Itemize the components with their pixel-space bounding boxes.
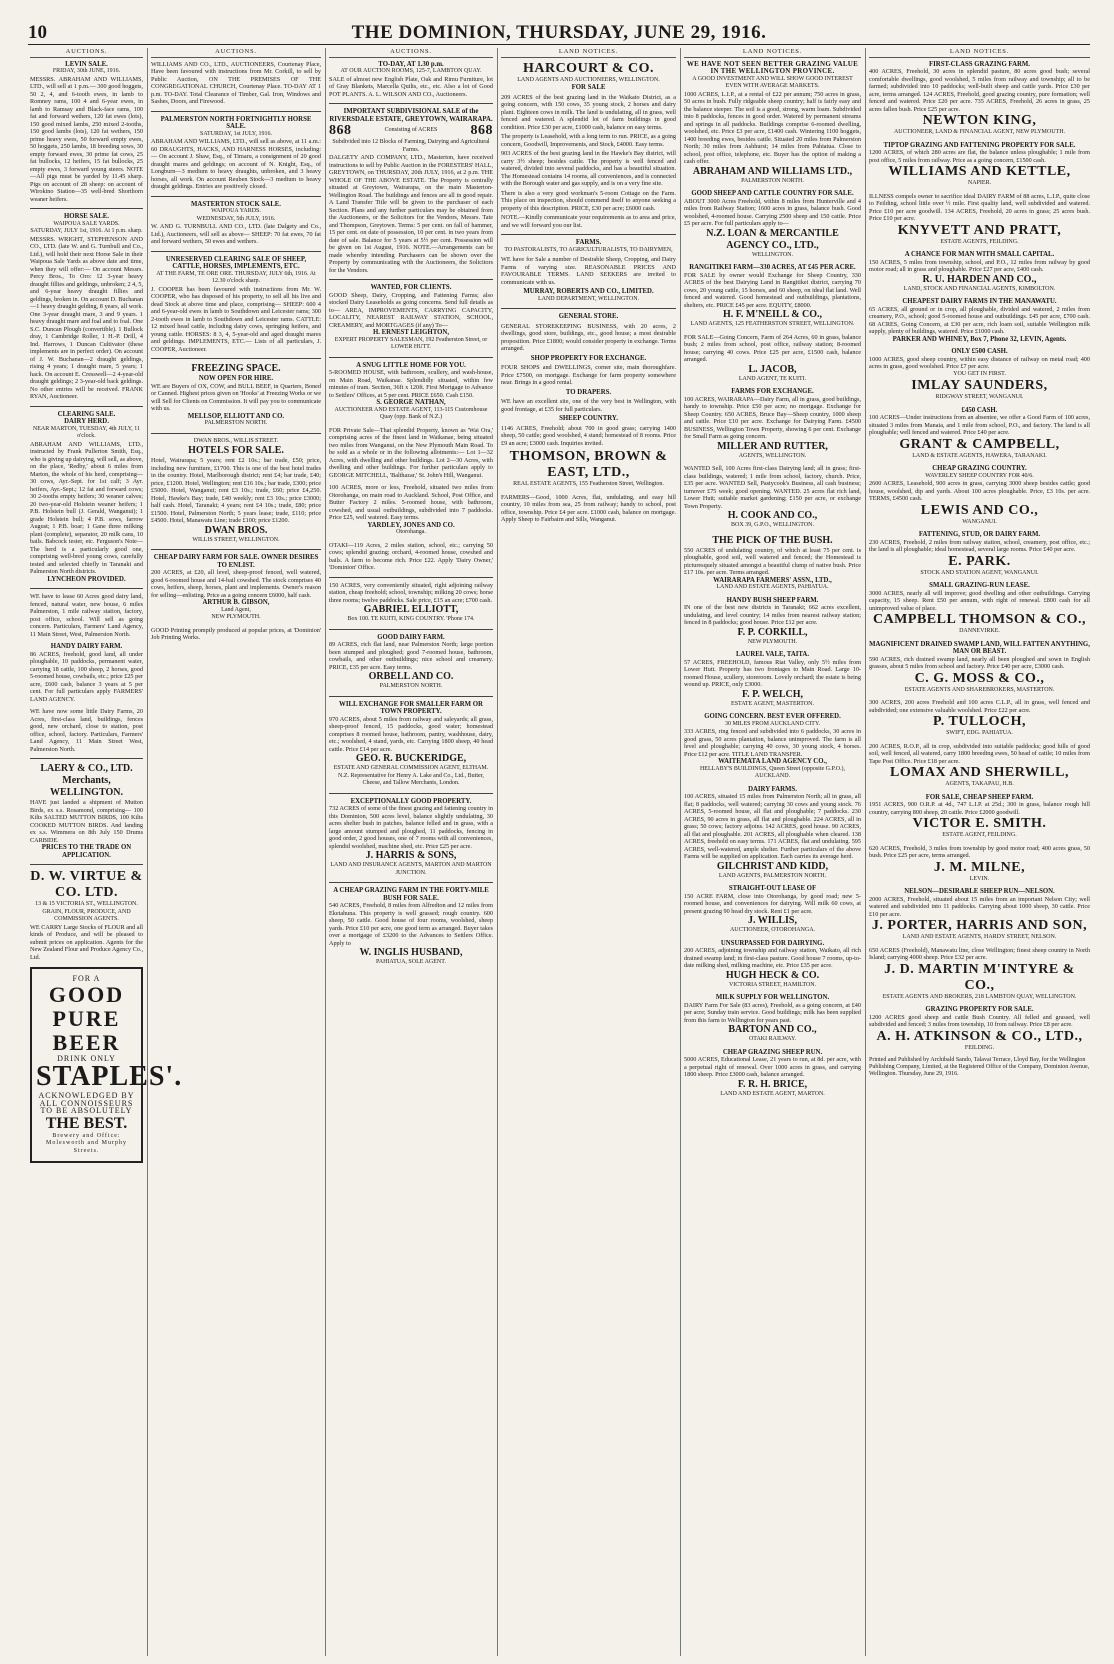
jacob-ad: FOR SALE—Going Concern, Farm of 264 Acres, 60 in grass, balance bush; 2 miles from school, post office, railway station; 8-roomed house; carrying 40 cows. Price £25 per acre, £1500 cash, balance arranged. L. JACOB, LAND AGENT, TE KUITI. [684, 333, 861, 382]
lease-ad: WE have to lease 60 Acres good dairy land, fenced, natural water, new house, 6 miles Palmerston, 1 mile railway station, factory, post office, school. Will sell as going concern. Particulars, Farmers' Land Agency, 11 Main Street, West, Palmerston North. [30, 593, 143, 638]
gilchrist-ad: DAIRY FARMS. 100 ACRES, situated 15 miles from Palmerston North; all in grass, all flat; 8 paddocks, well watered; carrying 30 cows and young stock. 76 ACRES, 5-roomed house, all flat and ploughable; 7 paddocks. 230 ACRES, 90 acres in grass, all flat and ploughable. 224 ACRES, all in grass; 50 cows; factory adjoins. 142 ACRES, good house. 90 ACRES, all flat and ploughable. 201 ACRES, all ploughable when cleared. 138 ACRES, freehold on easy terms. 171 ACRES, flat and undulating. 595 ACRES, well-watered, ample shelter. Further particulars of the above Farms will be supplied on application. Each carries its average herd. GILCHRIST AND KIDD, LAND AGENTS, PALMERSTON NORTH. [684, 785, 861, 879]
printer-imprint: Printed and Published by Archibald Sando, Talavai Terrace, Lloyd Bay, for the Wellington Publishing Company, Limited, at the Registered Office of the Company, Dominion Avenue, Wellington. Thursday, June 29, 1916. [869, 1057, 1090, 1078]
company-name: MURRAY, ROBERTS AND CO., LIMITED. [523, 288, 654, 295]
pick-of-bush-ad: THE PICK OF THE BUSH. 550 ACRES of undulating country, of which at least 75 per cent. is ploughable, good soil, well watered and fenced; the Homestead is picturesquely situated amongst a beautiful clump of native bush. Price £17 10s. per acre. Terms arranged. WAIRARAPA FARMERS' ASSN., LTD., LAND AND ESTATE AGENTS, PAHIATUA. [684, 534, 861, 590]
farmers-ad: FARMERS—Good, 1000 Acres, flat, undulating, and easy hill country, 10 miles from sea, 25 from railway; handy to school, post office, township. Price £4 per acre. £1000 cash, balance on mortgage. Apply Sheep to Fairbairn and Sills, Wanganui. [501, 493, 676, 523]
ad-body: MESSRS. ABRAHAM AND WILLIAMS, LTD., will sell at 1 p.m.— 300 good hoggets, 50 2, 4, and 6-tooth ewes, in lamb to Romney rams, 100 4 and 6-year ewes, in lamb to Ramsay and Black-face rams, 100 fat and forward wethers, 120 fat ewes (lots), 150 good mixed lambs, 250 mixed 2-tooths, 150 good lambs (lots), 120 fat wethers, 150 prime heavy ewes, 50 forward empty ewes, 50 hoggets, 250 lambs, 18 breeding sows, 30 empty forward ewes, 30 prime fat cows, 25 fat bullocks, 12 heifers, 15 fat bullocks, 25 empty ewes, 3 forward young steers. NOTE—All pigs must be yarded by 11.45 sharp. Pigs on account of 28 sheep: on account of Wirokino Station—35 well-bred Shorthorn weaner heifers. [30, 75, 143, 203]
palmerston-horse-sale-ad: PALMERSTON NORTH FORTNIGHTLY HORSE SALE. SATURDAY, 1st JULY, 1916. ABRAHAM AND WILLIAMS, LTD., will sell as above, at 11 a.m.: 60 DRAUGHTS, HACKS, AND HARNESS HORSES, including:— On account J. Shaw, Esq., of Timaru, a consignment of 20 good draught mares and geldings; on account of N. Knight, Esq., of Longburn—3 medium to heavy draughts, unbroken, and 3 heavy horses, all work. On account Reuben Stock—3 medium to heavy draught geldings. Entries are positively closed. [151, 115, 321, 190]
otorohanga-farm-ad: 100 ACRES, more or less, Freehold, situated two miles from Otorohanga, on main road to Auckland. School, Post Office, and Butter Factory 2 miles. 5-roomed house, with bathroom, cowshed, and usual outbuildings, subdivided into 7 paddocks. Price £25, well watered. Easy terms. YARDLEY, JONES AND CO. Otorohanga. [329, 484, 493, 535]
column-divider [680, 48, 681, 1656]
cheap-dairy-ad: CHEAP DAIRY FARM FOR SALE. OWNER DESIRES TO ENLIST. 200 ACRES, at £20, all level, sheep-proof fenced, well watered, good 6-roomed house and 14-bail cowshed. The stock comprises 40 cows, heifers, sheep, horses, plant and implements. Owner's reason for selling—enlisting. Price as a going concern £6000, half cash. ARTHUR B. GIBSON, Land Agent, NEW PLYMOUTH. [151, 554, 321, 620]
ad-subheading: WAIPOUA SALE YARDS. [53, 220, 120, 227]
barton-ad: MILK SUPPLY FOR WELLINGTON. DAIRY Farm For Sale (83 acres), Freehold, as a going concern, at £40 per acre; Sunday train service. Good buildings; milk has been supplied from this farm to Wellington for years past. BARTON AND CO., OTAKI RAILWAY. [684, 994, 861, 1042]
martin-mcintyre-ad: 650 ACRES (Freehold), Manawatu line, close Wellington; finest sheep country in North Island; carrying 4000 sheep. Price £32 per acre. J. D. MARTIN M'INTYRE & CO., ESTATE AGENTS AND BROKERS, 218 LAMBTON QUAY, WELLINGTON. [869, 946, 1090, 1000]
company-name: NEWTON KING, [922, 113, 1037, 128]
column-heading: LAND NOTICES. [501, 48, 676, 58]
column-4 [501, 48, 676, 1656]
column-heading: AUCTIONS. [30, 48, 143, 58]
column-3 [329, 48, 493, 1656]
willis-ad: STRAIGHT-OUT LEASE OF 150 ACRE FARM, close into Otorohanga, by good road; new 5-roomed house, and conveniences for dairying. Will milk 60 cows, at present grazing 90 head dry stock. Rent £1 per acre. J. WILLIS, AUCTIONEER, OTOROHANGA. [684, 885, 861, 933]
column-divider [497, 48, 498, 1656]
staples-beer-ad: FOR A GOOD PURE BEER DRINK ONLY STAPLES'. ACKNOWLEDGED BY ALL CONNOISSEURS TO BE ABSOLUTELY THE BEST. Brewery and Office: Molesworth and Murphy Streets. [30, 967, 143, 1163]
lomax-ad: 200 ACRES, R.O.P., all in crop, subdivided into suitable paddocks; good hills of good soil, well fenced, all watered, carry 1800 breeding ewes, 50 head of cattle; 10 miles from Tape Post Office. Price £18 per acre. LOMAX AND SHERWILL, AGENTS, TAKAPAU, H.B. [869, 742, 1090, 787]
ad-heading: LEVIN SALE. [65, 60, 108, 68]
ad-body: ABRAHAM AND WILLIAMS, LTD., instructed by Frank Pullerton Smith, Esq., who is giving up dairying, will sell, as above, on the place, 'Redby,' about 6 miles from Marton, the whole of his herd, comprising— 30 cows, Ayr.-Sept. for 1st calf; 3 Ayr. heifers, Ayr.-Sept.; 12 fat and forward cows; 30 2-tooths empty heifers; 30 weaner calves; 20 two-year-old Holstein weaner heifers; 1 P.B. Holstein bull (J. Gerald, Wanganui); 1 grade Holstein bull; 4 P.B. sows, farrow August; 1 P.B. boar; 1 Gane three milking plant (complete), separator, 20 milk cans, 10 bails. Babcock tester, etc. Ferguson's Note—The herd is a particularly good one, comprising well-bred young cows, carefully tested and selected chiefly in Taranaki and Palmerston North districts. [30, 440, 143, 575]
porter-harris-ad: NELSON—DESIRABLE SHEEP RUN—NELSON. 2000 ACRES, Freehold, situated about 15 miles from an important Nelson City; well watered and subdivided into 11 paddocks. Carrying about 1000 sheep, 30 cattle. Price £10 per acre. J. PORTER, HARRIS AND SON, LAND AND ESTATE AGENTS, HARDY STREET, NELSON. [869, 888, 1090, 940]
printing-ad: GOOD Printing promptly produced at popular prices, at 'Dominion' Job Printing Works. [151, 626, 321, 641]
harris-ad: EXCEPTIONALLY GOOD PROPERTY. 732 ACRES of some of the finest grazing and fattening country in this Dominion, 500 acres level, balance slightly undulating, 30 acres shelter bush in patches, balance felled and in grass, with a large amount stumped and ploughed, 11 paddocks, fencing in good order, 2 good houses, one of 7 rooms with all conveniences, splendid woolshed, machine shed, etc. Price £25 per acre. J. HARRIS & SONS, LAND AND INSURANCE AGENTS, MARTON AND MARTON JUNCTION. [329, 797, 493, 876]
dairy-farms-ad: WE have now some little Dairy Farms, 20 Acres, first-class land, buildings, fences good, new orchard, close to station, post office, school, factory. Particulars, Farmers' Land Agency, 11 Main Street West, Palmerston North. [30, 708, 143, 753]
freezing-space-ad: FREEZING SPACE. NOW OPEN FOR HIRE. WE are Buyers of OX, COW, and BULL BEEF, in Quarters, Boned or Canned. Highest prices given on 'Hooks' at Freezing Works or we will Sell for Clients on Commission. It will pay you to communicate with us. MELLSOP, ELLIOTT AND CO. PALMERSTON NORTH. [151, 363, 321, 426]
imlay-saunders-ad: ONLY £500 CASH. 1000 ACRES, good sheep country, within easy distance of railway on metal road; 400 acres in grass, good woolshed. Price £7 per acre. YOU GET IN FIRST. IMLAY SAUNDERS, RIDGWAY STREET, WANGANUI. [869, 348, 1090, 400]
clearing-sale-ad [30, 411, 143, 584]
orbell-ad: GOOD DAIRY FARM. 89 ACRES, rich flat land, near Palmerston North; large portion been stumped and ploughed; good 7-roomed house, bathroom, cowbails, and other outbuildings; nice school and creamery. PRICE, £35 per acre. Easy terms. ORBELL AND CO. PALMERSTON NORTH. [329, 633, 493, 689]
column-divider [325, 48, 326, 1656]
parker-whiney-ad: CHEAPEST DAIRY FARMS IN THE MANAWATU. 65 ACRES, all ground or in crop, all ploughable, divided and watered, 2 miles from creamery, P.O., school; good 5-roomed house and outbuildings. £45 per acre, £700 cash. 68 ACRES, Going Concern, at £30 per acre, rich loam soil, suitable Wellington milk supply, plenty of buildings, watered. Price £1000 cash. PARKER AND WHINEY, Box 7, Phone 32, LEVIN, Agents. [869, 298, 1090, 343]
atkinson-ad: GRAZING PROPERTY FOR SALE. 1200 ACRES good sheep and cattle Bush Country. All felled and grassed, well subdivided and fenced; 3 miles from township, 10 from railway. Price £8 per acre. A. H. ATKINSON & CO., LTD., FEILDING. [869, 1006, 1090, 1051]
harcourt-ad: HARCOURT & CO. LAND AGENTS AND AUCTIONEERS, WELLINGTON. FOR SALE 209 ACRES of the best grazing land in the Waikato District, as a going concern, with 150 cows, 35 young stock, 2 horses and dairy plant. Eighteen cows in milk. The land is undulating, all in grass, well fenced and watered. A splendid lot of farm buildings in good condition. Price £30 per acre, £1000 cash, balance on easy terms. The property is Leasehold, with a long term to run. PRICE, as a going concern, Goodwill, Improvements, and Stock, £4000. Easy terms. 903 ACRES of the best grazing land in the Hawke's Bay district, will carry 3½ sheep; besides cattle. The property is well fenced and watered, divided into several paddocks, and has a beautiful situation. The Homestead contains 14 rooms, all conveniences, and is connected with the Borough water and gas supply, and is on a very fine site. There is also a very good workman's 5-room Cottage on the Farm. This place on inspection, should commend itself to anyone seeking a property of this description. PRICE, £30 per acre; £6000 cash. NOTE.—Kindly communicate your requirements as to area and price, and we will forward you our list. [501, 60, 676, 229]
ad-heading: HORSE SALE. [64, 213, 109, 220]
williams-timber-ad: WILLIAMS AND CO., LTD., AUCTIONEERS, Courtenay Place, Have been favoured with instructions from Mr. Corkill, to sell by Public Auction, ON THE PREMISES OF THE CONGREGATIONAL CHURCH, Courtenay Place. TO-DAY AT 1 p.m. TO-DAY. Total Clearance of Timber, Gal. Iron, Windows and Sashes, Doors, and Firewood. [151, 60, 321, 105]
elliott-ad: 150 ACRES, very conveniently situated, right adjoining railway station, cheap freehold; school, township; milking 20 cows; horse three rooms; twelve paddocks. Sale price, £15 an acre; £700 cash. GABRIEL ELLIOTT, Box 100. TE KUITI, KING COUNTRY. 'Phone 174. [329, 581, 493, 622]
williams-kettle-ad: TIPTOP GRAZING AND FATTENING PROPERTY FOR SALE. 1200 ACRES, of which 280 acres are flat, the balance unless ploughable; 1 mile from post office, 5 miles from railway. Price as a going concern, £1500 cash. WILLIAMS AND KETTLE, NAPIER. [869, 141, 1090, 186]
ad-body: MESSRS. WRIGHT, STEPHENSON AND CO., LTD. (late W. and G. Turnbull and Co., Ltd.), will hold their next Horse Sale in their Waipoua Sale Yards as above date and time, when they will offer:— On account Messrs. Percy Bros., To Oro: 12 3-year heavy draught fillies and geldings, unbroken; 2 4, 5, and 6-year heavy draught fillies and geldings, broken in. On account D. Buchanan—1 heavy draught gelding, 8 years, all work. One 3-year draught mare, 3 and 9 years. 1 heavy draught mare and foal and to foal. One S.C. Duncan Plough (convertible). 1 Bullock dray, 1 Cambridge Roller, 1 H.-P. Drill, 4 Ind. Harrows, 1 Duncan Cultivator (these implements are in perfect order). On account of J. W. Buchanan—2 draught geldings, rising 4 years; 1 draught mare, 5 years; 1 hack. On account E. Cresswell—2 4-year-old draught geldings; 2 3-year-old back geldings. No other entries will be received. FRANK RYAN, Auctioneer. [30, 235, 143, 400]
campbell-thomson-ad: SMALL GRAZING-RUN LEASE. 3000 ACRES, nearly all will improve; good dwelling and other outbuildings. Carrying capacity, 15 sheep. Rent £50 per annum, with right of renewal. £800 cash for all unimproved value of place. CAMPBELL THOMSON & CO., DANNEVIRKE. [869, 582, 1090, 634]
inglis-ad: A CHEAP GRAZING FARM IN THE FORTY-MILE BUSH FOR SALE. 540 ACRES, Freehold, 8 miles from Alfredton and 12 miles from Eketahuna. This property is well grassed; rough country. 600 sheep, 50 cattle. Good house of four rooms, woolshed, sheep yards. Price £10 per acre, one good term as arranged. Buyer takes over a mortgage of £3200 to the Advances to Settlers Office. Apply to W. INGLIS HUSBAND, PAHIATUA, SOLE AGENT. [329, 887, 493, 965]
welch-ad: LAUREL VALE, TAITA. 57 ACRES, FREEHOLD, famous Riat Valley, only 5½ miles from Lower Hutt. Property has two frontages to Main Road. Large 10-roomed House, scullery, storeroom. Lovely orchard; the estate is being wound up. PRICE, only £3000. F. P. WELCH, ESTATE AGENT, MASTERTON. [684, 651, 861, 707]
grant-campbell-ad: £450 CASH. 100 ACRES—Under instructions from an absentee, we offer a Good Farm of 100 acres, situated 3 miles from Manaia, and 1 mile from school, P.O., and factory. The land is all ploughable; well fenced and watered. Price £40 per acre. GRANT & CAMPBELL, LAND & ESTATE AGENTS, HAWERA, TARANAKI. [869, 406, 1090, 459]
unreserved-clearing-ad: UNRESERVED CLEARING SALE OF SHEEP, CATTLE, HORSES, IMPLEMENTS, ETC. AT THE FARM, TE ORE ORE. THURSDAY, JULY 6th, 1916. At 12.30 o'clock sharp. J. COOPER has been favoured with instructions from Mr. W. COOPER, who has disposed of his property, to sell all his live and dead Stock at above time and place, comprising— SHEEP: 600 4 and 6-year-old ewes in lamb to Southdown and Leicester rams; 300 2-tooth ewes in lamb to Southdown and Leicester rams. CATTLE: 12 mixed head cattle, including dairy cows, springing heifers, and young cattle. HORSES: 8 3, 4, 5-year-old and aged draught mares and geldings. IMPLEMENTS, ETC.— Lists of all particulars, J. COOPER, Auctioneer. [151, 255, 321, 353]
column-2 [151, 48, 321, 1656]
moss-ad: MAGNIFICENT DRAINED SWAMP LAND, WILL FATTEN ANYTHING, MAN OR BEAST. 590 ACRES, rich drained swamp land, nearly all been ploughed and sown in English grasses, about 5 miles from school and factory. Price £40 per acre, £3000 cash. C. G. MOSS & CO., ESTATE AGENTS AND SHAREBROKERS, MASTERTON. [869, 640, 1090, 693]
handy-dairy-ad: HANDY DAIRY FARM. 86 ACRES, freehold, good land, all under ploughable, 10 paddocks, permanent water, carrying 18 cattle, 100 sheep, 2 horses, good 5-roomed house, cowbails, etc.; price £25 per acre, £600 cash, balance 3 years at 5 per cent. For full particulars apply FARMERS' LAND AGENCY. [30, 643, 143, 703]
buckeridge-ad: WILL EXCHANGE FOR SMALLER FARM OR TOWN PROPERTY. 970 ACRES, about 5 miles from railway and saleyards; all grass, sheep-proof fenced, 15 paddocks, good water; homestead comprises 8 roomed house, bathroom, pantry, washhouse, dairy, etc.; woolshed, 4 stand, yards, etc. Carrying 1800 sheep, 40 head cattle. Price £14 per acre. GEO. R. BUCKERIDGE, ESTATE AND GENERAL COMMISSION AGENT, ELTHAM. N.Z. Representative for Henry A. Lake and Co., Ltd., Butter, Cheese, and Tallow Merchants, London. [329, 700, 493, 786]
newspaper-title: THE DOMINION, THURSDAY, JUNE 29, 1916. [351, 22, 767, 43]
company-name: MELLSOP, ELLIOTT AND CO. [187, 412, 285, 420]
laery-ad: LAERY & CO., LTD. Merchants, WELLINGTON. HAVE just landed a shipment of Mutton Birds, ex s.s. Rosamond, comprising— 100 Kilts SALTED MUTTON BIRDS, 100 Kilts COOKED MUTTON BIRDS. And landing ex s.s. Wimmera on 8th July 150 Drums CARBIDE. PRICES TO THE TRADE ON APPLICATION. [30, 763, 143, 859]
abraham-grazing-ad: WE HAVE NOT SEEN BETTER GRAZING VALUE IN THE WELLINGTON PROVINCE. A GOOD INVESTMENT AND WILL SHOW GOOD INTEREST EVEN WITH AVERAGE MARKETS. 1000 ACRES, L.I.P., at a rental of £22 per annum; 750 acres in grass, 50 acres in bush. Fully ridgeable sheep country; half is fairly easy and the balance steeper. The soil is a good, strong, warm loam. Subdivided into 8 paddocks, fences in good order. Watered by permanent streams and springs in all paddocks. Buildings comprise 6-roomed dwelling, woolshed, etc. Price £3 per acre, £1400 cash. Wintering 1100 hoggets, 1400 breeding ewes, besides cattle. Situated 20 miles from Palmerston North; 30 miles from Ashhurst; 14 miles from Pahiatua. Close to school, post office, telephone, etc. Buyer has the option of making a cash offer. ABRAHAM AND WILLIAMS LTD., PALMERSTON NORTH. [684, 59, 862, 184]
masterton-stock-sale-ad: MASTERTON STOCK SALE. WAIPOUA YARDS. WEDNESDAY, 5th JULY, 1916. W. AND G. TURNBULL AND CO., LTD. (late Dalgety and Co., Ltd.), Auctioneers, will sell as above— SHEEP: 70 fat ewes, 70 fat and forward wethers, 50 ewes and wethers. [151, 200, 321, 245]
ad-date: SATURDAY, JULY 1st, 1916. At 1 p.m. sharp. [30, 228, 143, 234]
company-name: H. ERNEST LEIGHTON, [372, 329, 450, 336]
ad-subheading: DAIRY HERD. [64, 418, 109, 425]
snug-home-ad: A SNUG LITTLE HOME FOR YOU. 5-ROOMED HOUSE, with bathroom, scullery, and wash-house, on Main Road, Waikanae. Splendidly situated, within few minutes of tram. Section, 36ft x 120ft. First Mortgage to Advance to Settlers' Offices, at 5 per cent. PRICE £650. Cash £150. S. GEORGE NATHAN, AUCTIONEER AND ESTATE AGENT, 113-115 Customhouse Quay (opp. Bank of N.Z.) [329, 361, 493, 420]
column-heading: LAND NOTICES. [684, 48, 861, 58]
corkill-ad: HANDY BUSH SHEEP FARM. IN one of the best new districts in Taranaki; 662 acres excellent, undulating, and level country; 14 miles from nearest railway station; fenced in 8 paddocks; good house. Price £12 per acre. F. P. CORKILL, NEW PLYMOUTH. [684, 596, 861, 645]
company-name: THOMSON, BROWN & EAST, LTD., [509, 449, 668, 480]
beer-brand: STAPLES'. [36, 1061, 183, 1092]
private-sale-ad: FOR Private Sale—That splendid Property, known as 'Wai Ora,' comprising acres of the finest land in Waikanae, being situated two miles from Wanganui, on the New Plymouth Main Road. To be sold as a whole or in the following allotments:— Lot 1—32 Acres, with dwelling and other buildings. Lot 2—30 Acres, with dwelling and other buildings. For further particulars apply to GEORGE MITCHELL, 'Balthazar,' St. John's Hill, Wanganui. [329, 426, 493, 479]
nz-loan-ad: GOOD SHEEP AND CATTLE COUNTRY FOR SALE. ABOUT 3000 Acres Freehold, within 8 miles from Hunterville and 4 miles from Railway Station; 1600 acres in grass, balance bush. Good woolshed, 4-roomed house. Carrying 2500 sheep and 150 cattle. Price £5 per acre. For full particulars apply to— N.Z. LOAN & MERCANTILE AGENCY CO., LTD., WELLINGTON. [684, 190, 861, 258]
park-ad: FATTENING, STUD, OR DAIRY FARM. 230 ACRES, Freehold, 2 miles from railway station, school, creamery, post office, etc.; the land is all ploughable; ideal homestead, several large rooms. Price £40 per acre. E. PARK. STOCK AND STATION AGENT, WANGANUI. [869, 531, 1090, 576]
masthead-rule [28, 44, 1090, 45]
harden-ad: A CHANCE FOR MAN WITH SMALL CAPITAL. 150 ACRES, 5 miles from township, school, and P.O., 12 miles from railway by good motor road; all in grass and ploughable. Price £27 per acre, £400 cash. R. U. HARDEN AND CO., LAND, STOCK AND FINANCIAL AGENTS, KIMBOLTON. [869, 251, 1090, 292]
riversdale-estate-ad: IMPORTANT SUBDIVISIONAL SALE of the RIVERSDALE ESTATE, GREYTOWN, WAIRARAPA. 868 Consisting of ACRES 868 Subdivided into 12 Blocks of Farming, Dairying and Agricultural Farms. DALGETY AND COMPANY, LTD., Masterton, have received instructions to sell by Public Auction in the FORESTERS' HALL, GREYTOWN, on THURSDAY, 20th JULY, 1916, at 2 p.m. THE WHOLE OF THE ABOVE ESTATE. The Property is centrally situated at Greytown, Wairarapa, on the main Masterton-Wellington Road. The buildings and fences are all in good repair. A Land Transfer Title will be given to the purchaser of each Section. Plans and any further particulars may be obtained from the Auctioneers, or the Solicitors for the Vendors, Messrs. Tate and Thompson, Greytown. Terms: 5 per cent. on fall of hammer, 15 per cent. on date of possession, 10 per cent. in two years from date of sale. Balance for 5 years at 5½ per cent. Possession will be given on 1st August, 1916. NOTE.—Arrangements can be made whereby intending Purchasers can be shown over the Property by communicating with the Auctioneers, the Solicitors for the Vendors. [329, 108, 494, 274]
mcneill-ad: RANGITIKEI FARM—330 ACRES, AT £45 PER ACRE. FOR SALE by owner would Exchange for Sheep Country, 330 ACRES of the best Dairying Land in Rangitikei district, carrying 70 cows, 20 young cattle, 15 horses, and 60 sheep, on ideal flat land. Well fenced and watered. Good homestead and outbuildings, plantations, shelters, etc. PRICE £45 per acre. EQUITY, £8000. H. F. M'NEILL & CO., LAND AGENTS, 125 FEATHERSTON STREET, WELLINGTON. [684, 264, 861, 327]
heck-ad: UNSURPASSED FOR DAIRYING. 200 ACRES, adjoining township and railway station, Waikato, all rich drained swamp land; in first-class pasture. Good house 7 rooms, up-to-date milking shed, milking machine, etc. Price £35 per acre. HUGH HECK & CO. VICTORIA STREET, HAMILTON. [684, 939, 861, 988]
ad-date: FRIDAY, 30th JUNE, 1916. [52, 68, 121, 74]
column-divider [147, 48, 148, 1656]
otaki-farm-ad: OTAKI—119 Acres, 2 miles station, school, etc.; carrying 50 cows; splendid grazing; orchard, 4-roomed house, cowshed and bails. A farm to become rich. Price £22. Apply 'Dairy Owner,' 'Dominion' Office. [329, 541, 493, 571]
smith-ad: FOR SALE, CHEAP SHEEP FARM. 1951 ACRES, 900 O.R.P. at 4d., 747 L.I.P. at 25d.; 300 in grass, balance rough hill country, carrying 800 sheep, 20 cattle. Price £2000 goodwill. VICTOR E. SMITH. ESTATE AGENT, FEILDING. [869, 793, 1090, 838]
horse-sale-ad [30, 213, 143, 401]
virtue-ad: D. W. VIRTUE & CO. LTD. 13 & 15 VICTORIA ST., WELLINGTON. GRAIN, FLOUR, PRODUCE, AND COMMISSION AGENTS. WE CARRY Large Stocks of FLOUR and all kinds of Produce, and will be pleased to submit prices on application. Agents for the New Zealand Flour and Produce Agency Co., Ltd. [30, 869, 143, 961]
cook-ad: WANTED Sell, 100 Acres first-class Dairying land; all in grass; first-class buildings, watered; 1 mile from school, factory, church. Price, £35 per acre. WANTED Sell, Pastycook's Business, all cash business; turnover £75 week; good opening. WANTED. 25 acres flat rich land, Lower Hutt; suitable market gardening; £150 per acre, or exchange Town Property. H. COOK AND CO., BOX 39, G.P.O., WELLINGTON. [684, 465, 862, 528]
company-name: ABRAHAM AND WILLIAMS LTD., [692, 165, 853, 177]
furniture-sale-ad: TO-DAY, AT 1.30 p.m. AT OUR AUCTION ROOMS, 125-7, LAMBTON QUAY. SALE of almost new English Plate, Oak and Rimu Furniture, lot of Gray Blankets, Marcella Quilts, etc., etc. Also a lot of Good POT PLANTS. A. L. WILSON AND CO., Auctioneers. [329, 60, 493, 98]
company-name: ARTHUR B. GIBSON, [202, 599, 270, 606]
hotels-for-sale-ad: DWAN BROS., WILLIS STREET. HOTELS FOR SALE. Hotel, Wairarapa; 5 years; rent £2 10s.; bar trade, £50; price, including new furniture, £1700. This is one of the best hotel trades in the country. Hotel, Marlborough district; rent £4; bar trade, £40; price, £1200. Hotel, Wellington; rent £16 10s.; bar trade, £300; price £5000. Hotel, Wanganui; rent £3 10s.; trade, £60; price £4,250. Hotel, Hawke's Bay; trade, £40 weekly; rent £3 10s.; price £3000; half cash. Hotel, Taranaki; 4 years; rent £4 10s.; trade, £80; price £1500. Hotel, Palmerston North; 5 years lease; trade, £110; price £4500. Hotel, Manawatu Line; trade £100; price £1200. DWAN BROS. WILLIS STREET, WELLINGTON. [151, 437, 321, 543]
column-divider [865, 48, 866, 1656]
lewis-ad: CHEAP GRAZING COUNTRY. WAVERLEY SHEEP COUNTRY FOR 40/6. 2600 ACRES, Leasehold, 900 acres in grass, carrying 3000 sheep besides cattle; good house, woolshed, dip and yards. About 100 acres ploughable. Price, £3 10s. per acre. TERMS, £4500 cash. LEWIS AND CO., WANGANUI. [869, 465, 1090, 525]
ad-heading: CLEARING SALE. [57, 410, 116, 418]
page-number: 10 [28, 22, 47, 43]
company-name: GABRIEL ELLIOTT, [363, 604, 459, 615]
acreage-left: 868 [329, 123, 352, 138]
thomson-brown-ad: GENERAL STORE. GENERAL STOREKEEPING BUSINESS, with 20 acres, 2 dwellings, good store, buildings, etc., good house; a most desirable proposition. Price £1800; would consider property in exchange. Terms arranged. SHOP PROPERTY FOR EXCHANGE. FOUR SHOPS and DWELLINGS, corner site, main thoroughfare. Price £7500, on mortgage. Exchange for farm property somewhere near. Brings in a good rental. TO DRAPERS. WE have an excellent site, one of the very best in Wellington, with good frontage, at £35 for full particulars. SHEEP COUNTRY. 1146 ACRES, Freehold; about 700 in good grass; carrying 1400 sheep, 50 cattle; good woolshed, 4 stand; homestead of 8 rooms. Price £9 an acre; £3000 cash. Inquiries invited. THOMSON, BROWN & EAST, LTD., REAL ESTATE AGENTS, 155 Featherston Street, Wellington. [501, 313, 676, 487]
miller-rutter-ad: FARMS FOR EXCHANGE. 100 ACRES, WAIRARAPA—Dairy Farm, all in grass, good buildings, handy to township. Price £50 per acre; no mortgage. Exchange for Sheep Country. 650 ACRES, Bruce Bay—Sheep country, 1000 sheep and cattle. Price £10 per acre. Exchange for Dairying Farm. £4500 BUSINESS, Wellington Town Property, showing 6 per cent. Exchange for Small Farm as going concern. MILLER AND RUTTER, AGENTS, WELLINGTON. [684, 388, 861, 459]
beer-headline: GOOD PURE BEER [48, 981, 125, 1055]
column-heading: AUCTIONS. [329, 48, 493, 58]
column-heading: AUCTIONS. [151, 48, 321, 58]
levin-sale-ad [30, 61, 143, 204]
company-name: DWAN BROS. [204, 524, 268, 536]
ad-date: NEAR MARTON, TUESDAY, 4th JULY, 11 o'clock. [32, 425, 141, 439]
masthead [28, 22, 1090, 44]
column-1 [30, 48, 183, 1656]
wanted-for-clients-ad: WANTED, FOR CLIENTS. GOOD Sheep, Dairy, Cropping, and Fattening Farms; also stocked Dairy Leaseholds as going concerns. Send full details as to— AREA, IMPROVEMENTS, CARRYING CAPACITY, LOCALITY, NEAREST RAILWAY STATION, SCHOOL, CREAMERY, and MORTGAGES (if any) To— H. ERNEST LEIGHTON, EXPERT PROPERTY SALESMAN, 192 Featherston Street, or LOWER HUTT. [329, 284, 493, 350]
column-5 [684, 48, 861, 1656]
acreage-right: 868 [470, 123, 493, 138]
tulloch-ad: 300 ACRES, 200 acres Freehold and 100 acres C.L.P., all in grass, well fenced and subdivided; one extensive valuable woolshed. Price £22 per acre. P. TULLOCH, SWIFT, EDG. PAHIATUA. [869, 699, 1090, 736]
brice-ad: CHEAP GRAZING SHEEP RUN. 5000 ACRES, Educational Lease, 21 years to run, at 8d. per acre, with a perpetual right of renewal. Over 1000 acres in grass, and carrying 1800 sheep. Price £3000 cash, balance arranged. F. R. H. BRICE, LAND AND ESTATE AGENT, MARTON. [684, 1048, 861, 1097]
company-name: HARCOURT & CO. [522, 60, 655, 76]
company-name: D. W. VIRTUE & CO. LTD. [30, 869, 143, 900]
murray-roberts-ad: FARMS. TO PASTORALISTS, TO AGRICULTURALISTS, TO DAIRYMEN, WE have for Sale a number of Desirable Sheep, Cropping, and Dairy Farms of varying size. REASONABLE PRICES AND FAVOURABLE TERMS. LAND SEEKERS are invited to communicate with us. MURRAY, ROBERTS AND CO., LIMITED. LAND DEPARTMENT, WELLINGTON. [501, 239, 676, 302]
company-name: LAERY & CO., LTD. [40, 763, 133, 774]
ad-footer: LYNCHEON PROVIDED. [47, 575, 126, 583]
column-heading: LAND NOTICES. [869, 48, 1090, 58]
newton-king-ad: FIRST-CLASS GRAZING FARM. 400 ACRES, Freehold, 30 acres in splendid pasture, 80 acres good bush; several comfortable dwellings, good woolshed, 5 miles from railway and township; all to be farmed; subdivided into 10 paddocks; well-built sheep and cattle yards. Price £30 per acre, terms arranged. 124 ACRES, Freehold, good grazing country, pure formation; well fenced and watered. Price £20 per acre. 735 ACRES, Freehold, 26 acres in grass, 25 acres fallen bush. Price £25 per acre. NEWTON KING, AUCTIONEER, LAND & FINANCIAL AGENT, NEW PLYMOUTH. [869, 60, 1091, 135]
knyvett-ad: ILLNESS compels owner to sacrifice ideal DAIRY FARM of 88 acres, L.I.P., quite close to Feilding, school little over ½ mile. First quality land, well subdivided and watered. Price £10 per acre goodwill. 134 ACRES, Freehold, 20 acres in grass; 25 acres bush. Price £10 per acre. KNYVETT AND PRATT, ESTATE AGENTS, FEILDING. [869, 192, 1090, 245]
waitemata-ad: GOING CONCERN. BEST EVER OFFERED. 30 MILES FROM AUCKLAND CITY. 333 ACRES, ring fenced and subdivided into 6 paddocks, 30 acres in good grass, 50 acres plantation, balance unimproved. The farm is all level and ploughable; carrying 40 cows, 30 young stock, 4 horses. Price £12 per acre. TITLE LAND TRANSFER. WAITEMATA LAND AGENCY CO., HELLABY'S BUILDINGS, Queen Street (opposite G.P.O.), AUCKLAND. [684, 713, 861, 779]
column-6 [869, 48, 1090, 1656]
milne-ad: 620 ACRES, Freehold, 3 miles from township by good motor road; 400 acres grass, 50 bush. Price £25 per acre, terms arranged. J. M. MILNE, LEVIN. [869, 844, 1090, 882]
